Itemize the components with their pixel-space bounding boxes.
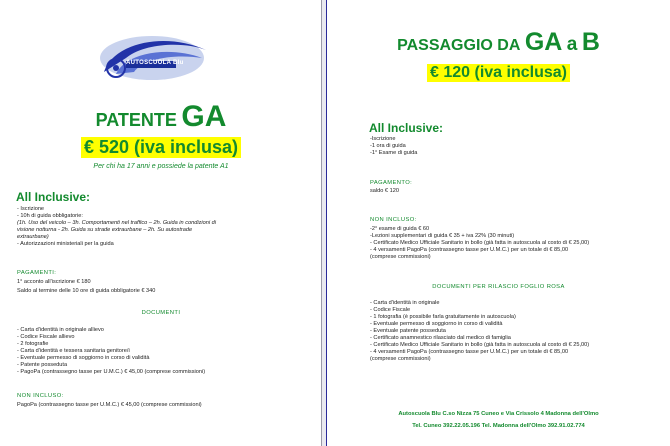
list-item: (1h. Uso del veicolo – 3h. Comportamenti nel traffico – 2h. Guida in condizioni di	[17, 220, 216, 226]
documenti-list	[370, 300, 589, 363]
list-item: - Autorizzazioni ministeriali per la guida	[17, 241, 114, 247]
list-item: - Eventuale permesso di soggiorno in corso di validità	[370, 321, 503, 327]
left-page	[0, 0, 322, 446]
non-incluso-heading: NON INCLUSO:	[17, 393, 64, 399]
list-item: saldo € 120	[370, 188, 399, 194]
footer	[327, 408, 670, 432]
documenti-list	[17, 327, 205, 376]
logo-text: AUTOSCUOLA Blu	[126, 60, 184, 66]
page-title	[0, 100, 322, 134]
inclusive-list	[370, 136, 417, 157]
non-incluso-heading: NON INCLUSO:	[370, 217, 417, 223]
list-item: 1° acconto all'iscrizione € 180	[17, 279, 91, 285]
price: € 520 (iva inclusa)	[81, 137, 241, 158]
pagamento-heading: PAGAMENTO:	[370, 180, 413, 186]
pagamenti-heading: PAGAMENTI:	[17, 270, 57, 276]
list-item: - Iscrizione	[17, 206, 45, 212]
list-item: - Codice Fiscale allievo	[17, 334, 75, 340]
list-item: PagoPa (contrassegno tasse per U.M.C.) € 45,00 (comprese commissioni)	[17, 402, 202, 408]
inclusive-list	[17, 206, 317, 248]
list-item: (comprese commissioni)	[370, 254, 431, 260]
logo-icon	[86, 28, 216, 90]
subtitle: Per chi ha 17 anni e possiede la patente A1	[93, 163, 229, 170]
pagamenti-list	[17, 279, 155, 295]
list-item: -Lezioni supplementari di guida € 35 + iva 22% (30 minuti)	[370, 233, 515, 239]
title-prefix: PASSAGGIO DA	[397, 37, 521, 54]
title-from: GA	[524, 28, 563, 56]
price-box	[0, 137, 322, 158]
list-item: - 2 fotografie	[17, 341, 49, 347]
documenti-heading: DOCUMENTI	[141, 310, 181, 316]
list-item: -1 ora di guida	[370, 143, 406, 149]
non-incluso-list	[17, 402, 202, 409]
list-item: - Carta d'identità e tessera sanitaria genitore/i	[17, 348, 130, 354]
list-item: (comprese commissioni)	[370, 356, 431, 362]
all-inclusive-heading: All Inclusive:	[369, 121, 444, 135]
list-item: - Certificato anamnestico rilasciato dal medico di famiglia	[370, 335, 511, 341]
price: € 120 (iva inclusa)	[427, 64, 570, 82]
pagamento-list	[370, 188, 399, 195]
title-code: GA	[181, 100, 227, 133]
title-to: B	[581, 28, 600, 56]
list-item: - Carta d'identità in originale	[370, 300, 440, 306]
page-title	[327, 28, 670, 57]
list-item: extraurbane)	[17, 234, 49, 240]
list-item: - Certificato Medico Ufficiale Sanitario in bollo (già fatta in autoscuola al costo di € 25,00)	[370, 240, 590, 246]
list-item: - Carta d'identità in originale allievo	[17, 327, 104, 333]
footer-address: Autoscuola Blu C.so Nizza 75 Cuneo e Via Crissolo 4 Madonna dell'Olmo	[398, 411, 599, 417]
list-item: Saldo al termine delle 10 ore di guida obbligatorie € 340	[17, 288, 156, 294]
list-item: -2° esame di guida € 60	[370, 226, 430, 232]
autoscuola-blu-logo	[86, 28, 216, 90]
list-item: - 4 versamenti PagoPa (contrassegno tasse per U.M.C.) per un totale di € 85,00	[370, 349, 569, 355]
price-box	[327, 64, 670, 82]
list-item: -Iscrizione	[370, 136, 396, 142]
list-item: visione notturna - 2h. Guida su strade extraurbane – 2h. Su autostrade	[17, 227, 193, 233]
footer-phones: Tel. Cuneo 392.22.05.196 Tel. Madonna dell'Olmo 392.91.02.774	[412, 423, 585, 429]
non-incluso-list	[370, 226, 589, 261]
list-item: - 10h di guida obbligatorie:	[17, 213, 83, 219]
list-item: - Certificato Medico Ufficiale Sanitario in bollo (già fatta in autoscuola al costo di € 25,00)	[370, 342, 590, 348]
list-item: - PagoPa (contrassegno tasse per U.M.C.) € 45,00 (comprese commissioni)	[17, 369, 206, 375]
list-item: - 4 versamenti PagoPa (contrassegno tasse per U.M.C.) per un totale di € 85,00	[370, 247, 569, 253]
all-inclusive-heading: All Inclusive:	[16, 190, 91, 204]
right-page	[327, 0, 670, 446]
list-item: - Patente posseduta	[17, 362, 68, 368]
title-word: PATENTE	[95, 110, 177, 130]
list-item: - Eventuale permesso di soggiorno in corso di validità	[17, 355, 150, 361]
list-item: - Eventuale patente posseduta	[370, 328, 446, 334]
list-item: - Codice Fiscale	[370, 307, 411, 313]
documenti-heading: DOCUMENTI PER RILASCIO FOGLIO ROSA	[432, 284, 565, 290]
title-a: a	[566, 34, 578, 55]
list-item: - 1 fotografia (è possibile farla gratuitamente in autoscuola)	[370, 314, 516, 320]
list-item: -1° Esame di guida	[370, 150, 418, 156]
